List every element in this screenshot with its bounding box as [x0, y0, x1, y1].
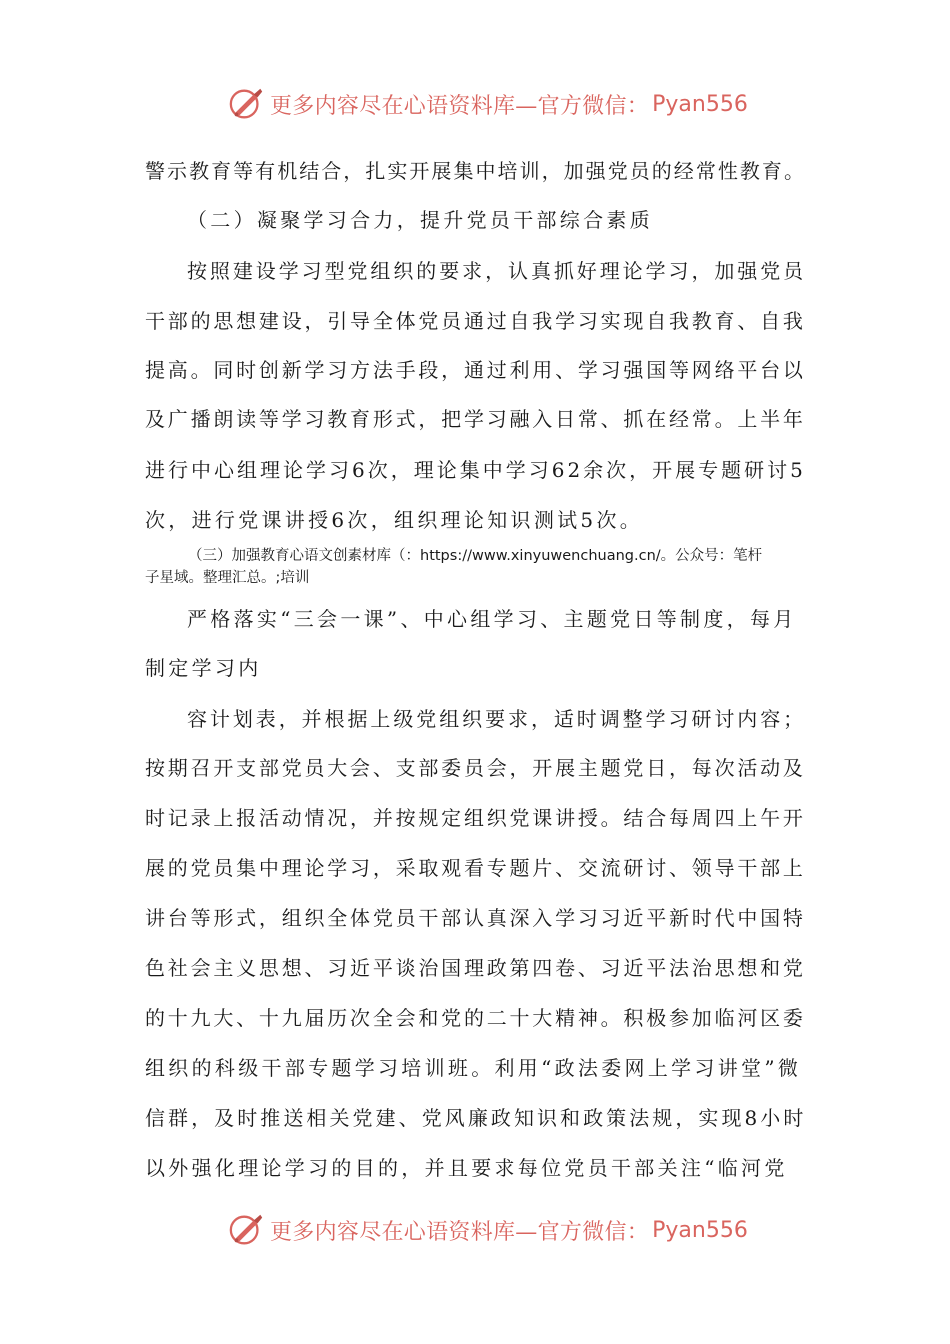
text-line: 色社会主义思想、习近平谈治国理政第四卷、习近平法治思想和党 — [145, 956, 806, 980]
text-line: 及广播朗读等学习教育形式，把学习融入日常、抓在经常。上半年 — [145, 407, 806, 431]
banner-text: 更多内容尽在心语资料库—官方微信： — [270, 93, 650, 119]
pen-logo-icon — [228, 1211, 266, 1249]
pen-logo-icon — [228, 85, 266, 123]
text-line: 组织的科级干部专题学习培训班。利用“政法委网上学习讲堂”微 — [145, 1056, 802, 1080]
text-line: 提高。同时创新学习方法手段，通过利用、学习强国等网络平台以 — [145, 358, 806, 382]
text-line: 进行中心组理论学习6次，理论集中学习62余次，开展专题研讨5 — [145, 458, 806, 482]
text-line: 讲台等形式，组织全体党员干部认真深入学习习近平新时代中国特 — [145, 906, 806, 930]
banner-wechat-handle: Pyan556 — [652, 91, 748, 117]
text-line: 按照建设学习型党组织的要求，认真抓好理论学习，加强党员 — [187, 259, 807, 283]
text-line: 警示教育等有机结合，扎实开展集中培训，加强党员的经常性教育。 — [145, 159, 806, 183]
text-line: 信群，及时推送相关党建、党风廉政知识和政策法规，实现8小时 — [145, 1106, 807, 1130]
banner-wechat-handle: Pyan556 — [652, 1217, 748, 1243]
text-line: 的十九大、十九届历次全会和党的二十大精神。积极参加临河区委 — [145, 1006, 806, 1030]
text-line: 展的党员集中理论学习，采取观看专题片、交流研讨、领导干部上 — [145, 856, 806, 880]
footer-banner — [228, 1210, 748, 1250]
banner-text: 更多内容尽在心语资料库—官方微信： — [270, 1219, 650, 1245]
section-heading: （二）凝聚学习合力，提升党员干部综合素质 — [187, 208, 653, 232]
text-line: 严格落实“三会一课”、中心组学习、主题党日等制度，每月 — [187, 607, 797, 631]
section-heading-small: （三）加强教育心语文创素材库（：https://www.xinyuwenchuang.cn/。公众号：笔杆 — [188, 548, 763, 564]
text-line: 次，进行党课讲授6次，组织理论知识测试5次。 — [145, 508, 644, 532]
text-line: 时记录上报活动情况，并按规定组织党课讲授。结合每周四上午开 — [145, 806, 806, 830]
text-line-small: 子星域。整理汇总。;培训 — [145, 570, 310, 586]
text-line: 容计划表，并根据上级党组织要求，适时调整学习研讨内容； — [187, 707, 807, 731]
text-line: 按期召开支部党员大会、支部委员会，开展主题党日，每次活动及 — [145, 756, 806, 780]
header-banner — [228, 84, 748, 124]
text-line: 制定学习内 — [145, 656, 262, 680]
text-line: 干部的思想建设，引导全体党员通过自我学习实现自我教育、自我 — [145, 309, 806, 333]
text-line: 以外强化理论学习的目的，并且要求每位党员干部关注“临河党 — [145, 1156, 788, 1180]
